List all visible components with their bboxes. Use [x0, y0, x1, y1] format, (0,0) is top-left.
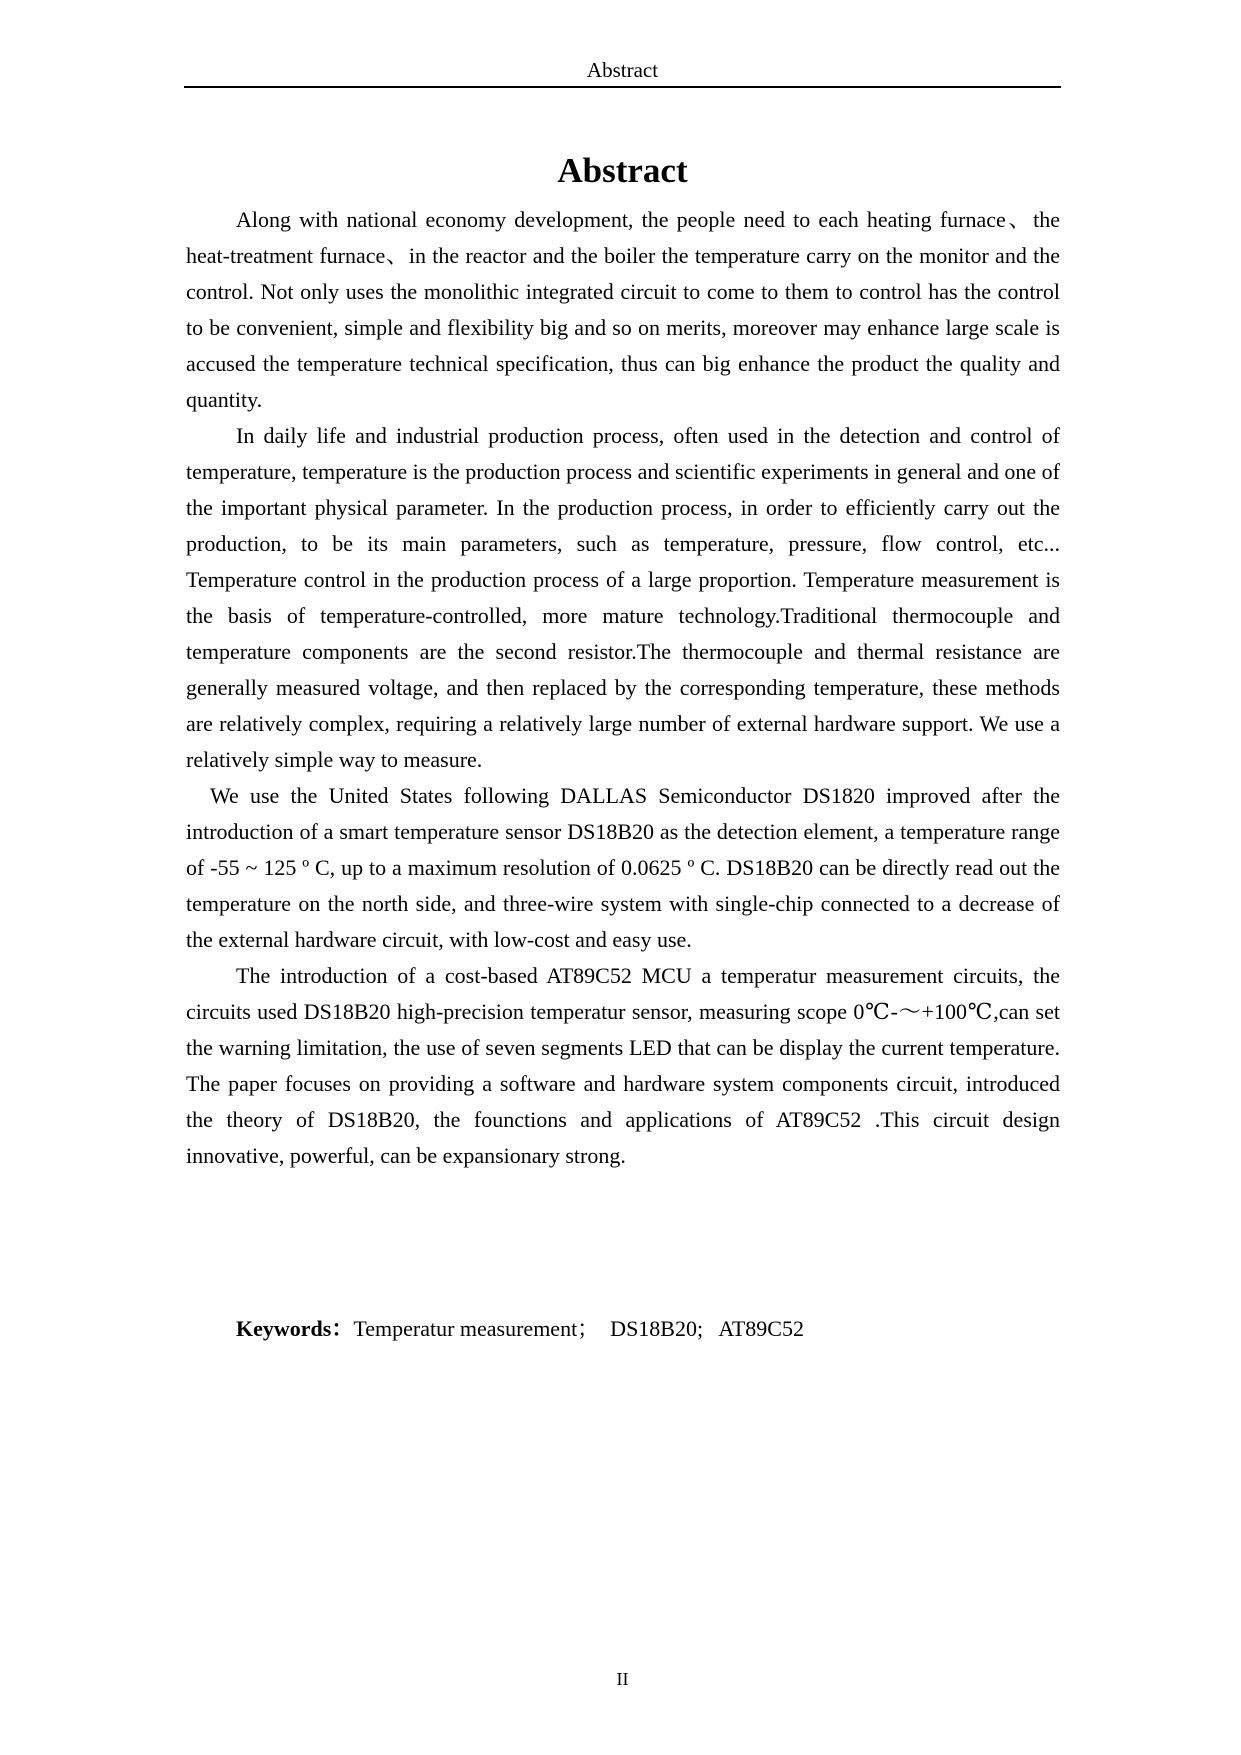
- running-header: Abstract: [586, 58, 659, 82]
- header-divider: [184, 86, 1061, 88]
- keywords-label: Keywords：: [236, 1316, 354, 1341]
- abstract-paragraph-4: The introduction of a cost-based AT89C52 MCU a temperatur measurement circuits, the circuits used DS18B20 high-precision temperatur sensor, measuring scope 0℃-～+100℃,can set the warning limitation, the use of seven segments LED that can be display the current temperature. The paper focuses on providing a software and hardware system components circuit, introduced the theory of DS18B20, the founctions and applications of AT89C52 .This circuit design innovative, powerful, can be expansionary strong.: [186, 963, 1060, 1168]
- page-number: II: [616, 1669, 629, 1689]
- keywords-line: [236, 1311, 804, 1347]
- abstract-paragraph-1: Along with national economy development, the people need to each heating furnace、the heat-treatment furnace、in the reactor and the boiler the temperature carry on the monitor and the control. Not only uses the monolithic integrated circuit to come to them to control has the control to be convenient, simple and flexibility big and so on merits, moreover may enhance large scale is accused the temperature technical specification, thus can big enhance the product the quality and quantity.: [186, 207, 1060, 412]
- page-title: Abstract: [557, 151, 688, 190]
- abstract-body: [186, 202, 1060, 1174]
- abstract-paragraph-3: We use the United States following DALLAS Semiconductor DS1820 improved after the introduction of a smart temperature sensor DS18B20 as the detection element, a temperature range of -55 ~ 125 º C, up to a maximum resolution of 0.0625 º C. DS18B20 can be directly read out the temperature on the north side, and three-wire system with single-chip connected to a decrease of the external hardware circuit, with low-cost and easy use.: [186, 783, 1060, 952]
- abstract-paragraph-2: In daily life and industrial production process, often used in the detection and control of temperature, temperature is the production process and scientific experiments in general and one of the important physical parameter. In the production process, in order to efficiently carry out the production, to be its main parameters, such as temperature, pressure, flow control, etc... Temperature control in the production process of a large proportion. Temperature measurement is the basis of temperature-controlled, more mature technology.Traditional thermocouple and temperature components are the second resistor.The thermocouple and thermal resistance are generally measured voltage, and then replaced by the corresponding temperature, these methods are relatively complex, requiring a relatively large number of external hardware support. We use a relatively simple way to measure.: [186, 423, 1060, 772]
- keywords-text: Temperatur measurement； DS18B20; AT89C52: [353, 1316, 804, 1341]
